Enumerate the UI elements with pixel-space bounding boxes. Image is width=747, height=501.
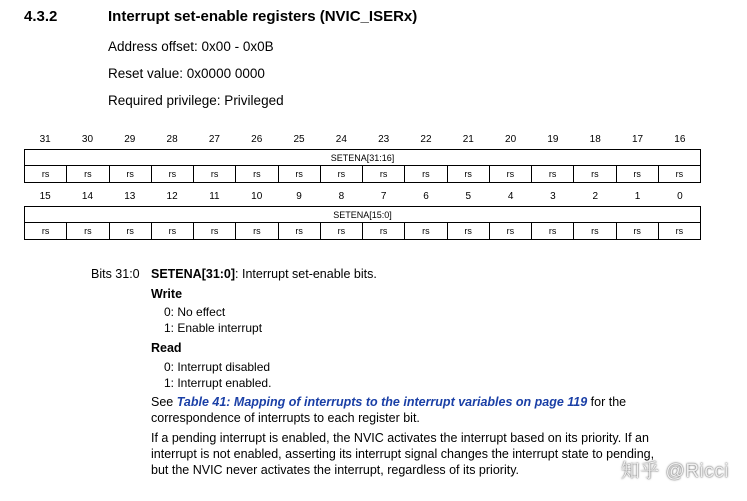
- bit-number: 19: [547, 134, 559, 145]
- write-value-0: 0: No effect: [164, 305, 226, 319]
- see-suffix: for the: [587, 395, 627, 409]
- access-cell: rs: [236, 166, 278, 182]
- access-cell: rs: [363, 223, 405, 239]
- bit-number: 22: [420, 134, 432, 145]
- access-cell: rs: [152, 223, 194, 239]
- see-table-line: [151, 395, 626, 409]
- section-title: Interrupt set-enable registers (NVIC_ISERx): [108, 8, 418, 25]
- access-cell: rs: [448, 166, 490, 182]
- see-prefix: See: [151, 395, 177, 409]
- access-cell: rs: [490, 223, 532, 239]
- write-label: Write: [151, 287, 183, 301]
- access-cell: rs: [194, 223, 236, 239]
- access-row-lower: [24, 223, 701, 240]
- bit-number: 3: [550, 191, 556, 202]
- bit-number: 12: [166, 191, 178, 202]
- address-offset: Address offset: 0x00 - 0x0B: [108, 39, 274, 54]
- access-cell: rs: [617, 223, 659, 239]
- bit-number: 23: [378, 134, 390, 145]
- bit-number: 8: [338, 191, 345, 202]
- access-cell: rs: [25, 166, 67, 182]
- bit-number: 6: [423, 191, 429, 202]
- pending-note-line-1: If a pending interrupt is enabled, the NVIC activates the interrupt based on its priority. If an: [151, 431, 649, 445]
- access-cell: rs: [363, 166, 405, 182]
- bit-number: 2: [592, 191, 598, 202]
- bit-number: 24: [335, 134, 347, 145]
- pending-note-line-3: but the NVIC never activates the interrupt, regardless of its priority.: [151, 463, 519, 477]
- access-cell: rs: [574, 223, 616, 239]
- access-cell: rs: [448, 223, 490, 239]
- access-cell: rs: [194, 166, 236, 182]
- bit-number: 0: [677, 191, 683, 202]
- access-cell: rs: [279, 166, 321, 182]
- write-value-1: 1: Enable interrupt: [164, 321, 263, 335]
- bit-number: 26: [251, 134, 263, 145]
- bit-number: 31: [39, 134, 51, 145]
- bit-number: 7: [380, 191, 387, 202]
- read-value-0: 0: Interrupt disabled: [164, 360, 271, 374]
- bit-number: 16: [674, 134, 686, 145]
- bits-field-description: [151, 267, 377, 281]
- bit-number: 17: [631, 134, 644, 145]
- access-cell: rs: [279, 223, 321, 239]
- bit-number: 15: [39, 191, 51, 202]
- bit-number-row-upper: [24, 131, 701, 149]
- bit-number: 28: [166, 134, 178, 145]
- required-privilege: Required privilege: Privileged: [108, 93, 284, 108]
- bit-number: 30: [81, 134, 94, 145]
- field-name: SETENA[31:0]: [151, 267, 236, 281]
- bit-number: 5: [465, 191, 472, 202]
- access-cell: rs: [532, 166, 574, 182]
- zhihu-watermark: 知乎 @Ricci: [620, 461, 729, 482]
- bit-number: 25: [293, 134, 305, 145]
- bit-number: 14: [81, 191, 94, 202]
- access-cell: rs: [659, 166, 701, 182]
- access-cell: rs: [617, 166, 659, 182]
- access-cell: rs: [110, 166, 152, 182]
- bit-number: 27: [208, 134, 220, 145]
- bit-number: 1: [634, 191, 641, 202]
- section-number: 4.3.2: [24, 8, 58, 25]
- access-cell: rs: [405, 223, 447, 239]
- access-cell: rs: [25, 223, 67, 239]
- access-cell: rs: [321, 223, 363, 239]
- field-setena-31-16: SETENA[31:16]: [24, 149, 701, 166]
- bits-range-label: Bits 31:0: [91, 267, 140, 281]
- access-cell: rs: [405, 166, 447, 182]
- access-cell: rs: [574, 166, 616, 182]
- pending-note-line-2: interrupt is not enabled, asserting its interrupt signal changes the interrupt state to pending,: [151, 447, 655, 461]
- access-cell: rs: [152, 166, 194, 182]
- bit-number: 4: [507, 191, 514, 202]
- see-table-line-2: correspondence of interrupts to each register bit.: [151, 411, 420, 425]
- bit-number: 18: [589, 134, 601, 145]
- bit-number: 29: [124, 134, 136, 145]
- bit-number: 20: [505, 134, 517, 145]
- access-cell: rs: [67, 166, 109, 182]
- register-upper-half: [24, 131, 701, 183]
- bit-number: 10: [251, 191, 263, 202]
- access-cell: rs: [321, 166, 363, 182]
- bit-number: 21: [462, 134, 474, 145]
- field-setena-15-0: SETENA[15:0]: [24, 206, 701, 223]
- table-41-link[interactable]: Table 41: Mapping of interrupts to the interrupt variables on page 119: [176, 395, 588, 409]
- access-cell: rs: [532, 223, 574, 239]
- read-label: Read: [151, 341, 182, 355]
- access-row-upper: [24, 166, 701, 183]
- access-cell: rs: [490, 166, 532, 182]
- bit-number: 11: [209, 191, 220, 202]
- bit-number: 9: [296, 191, 302, 202]
- access-cell: rs: [236, 223, 278, 239]
- bit-number: 13: [124, 191, 136, 202]
- access-cell: rs: [67, 223, 109, 239]
- read-value-1: 1: Interrupt enabled.: [164, 376, 272, 390]
- bit-number-row-lower: [24, 188, 701, 206]
- access-cell: rs: [659, 223, 701, 239]
- reset-value: Reset value: 0x0000 0000: [108, 66, 265, 81]
- register-lower-half: [24, 188, 701, 240]
- access-cell: rs: [110, 223, 152, 239]
- field-description: : Interrupt set-enable bits.: [235, 267, 377, 281]
